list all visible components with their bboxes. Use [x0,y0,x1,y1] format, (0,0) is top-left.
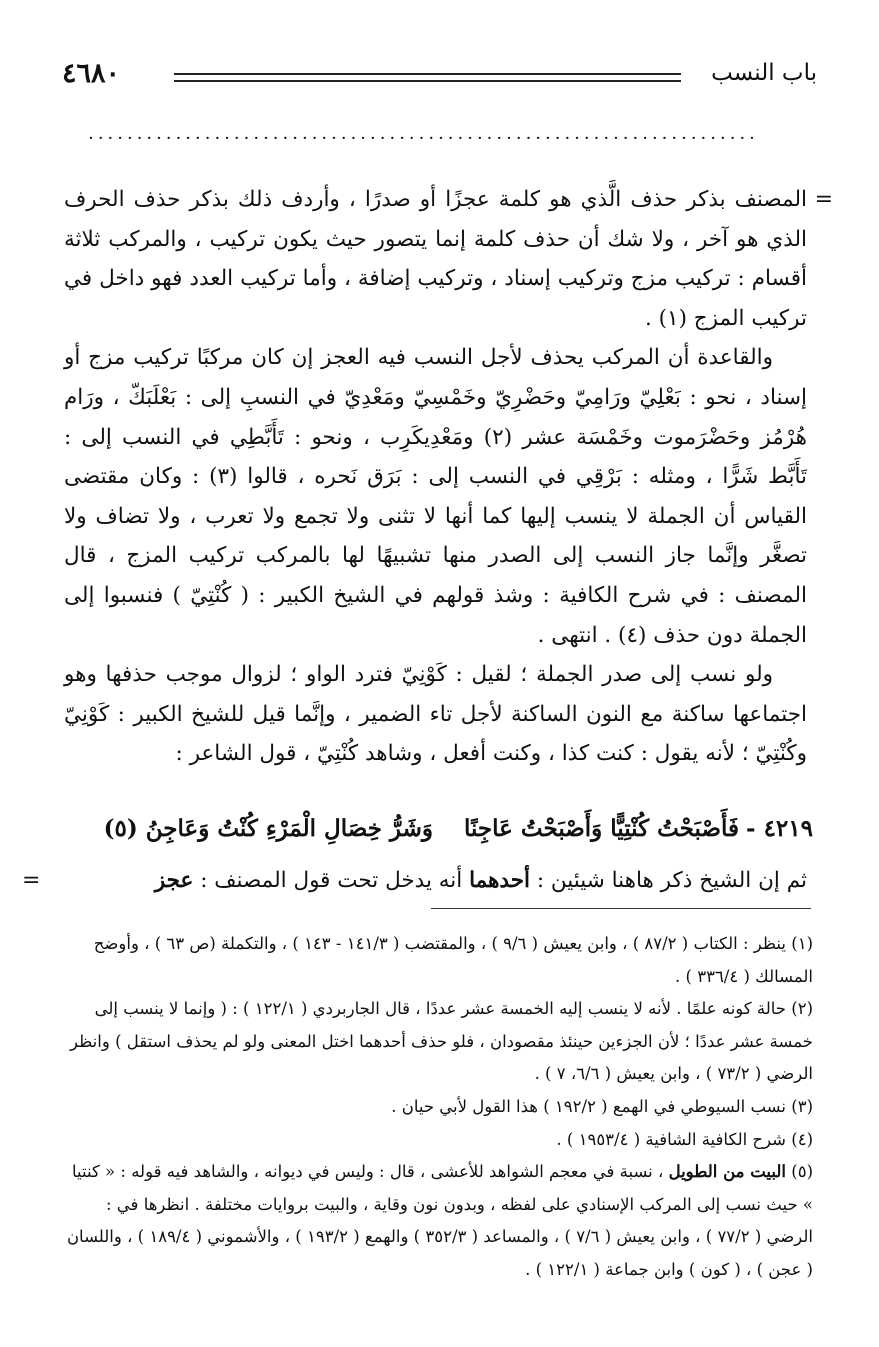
closing-line [22,868,807,893]
closing-line-bold-1: أحدهما [469,868,530,893]
footnote-2: (٢) حالة كونه علمًا . لأنه لا ينسب إليه الخمسة عشر عددًا ، قال الجاربردي ( ١٢٢/١ ) : ( وإنما لا ينسب إلى خمسة عشر عددًا ؛ لأن الجزءين حينئذ مقصودان ، فلو حذف أحدهما اختل المعنى ولو لم يحذف استقل ) وانظر الرضي ( ٧٣/٢ ) ، وابن يعيش ( ٦/٦، ٧ ) . [70,999,813,1084]
paragraph-2: والقاعدة أن المركب يحذف لأجل النسب فيه العجز إن كان مركبًا تركيب مزج أو إسناد ، نحو : بَعْلِيّ ورَامِيّ وحَضْرِيّ وخَمْسِيّ ومَعْدِيّ في النسبِ إلى : بَعْلَبَكّ ، ورَام هُرْمُز وحَضْرَموت وخَمْسَة عشر (٢) ومَعْدِيكَرِب ، ونحو : تَأَبَّطِي في النسب إلى : تَأَبَّط شَرًّا ، ومثله : بَرْقِي في النسب إلى : بَرَق نَحره ، قالوا (٣) : وكان مقتضى القياس أن الجملة لا ينسب إليها كما أنها لا تثنى ولا تجمع ولا تعرب ، ولا تضاف ولا تصغَّر وإنَّما جاز النسب إلى الصدر منها تشبيهًا لها بالمركب تركيب المزج ، قال المصنف : في شرح الكافية : وشذ قولهم في الشيخ الكبير : ( كُنْتِيّ ) فنسبوا إلى الجملة دون حذف (٤) . انتهى . [64,345,808,648]
footnote-5-label: (٥) [791,1162,813,1182]
continuation-mark-end: = [22,868,41,893]
running-header [62,58,817,94]
paragraph-3: ولو نسب إلى صدر الجملة ؛ لقيل : كَوْنِيّ فترد الواو ؛ لزوال موجب حذفها وهو اجتماعها ساكنة مع النون الساكنة لأجل تاء الضمير ، وإنَّما قيل للشيخ الكبير : كَوْنِيّ وكُنْتِيّ ؛ لأنه يقول : كنت كذا ، وكنت أفعل ، وشاهد كُنْتِيّ ، قول الشاعر : [64,662,807,767]
verse-hemistich-first: فَأَصْبَحْتُ كُنْتِيًّا وَأَصْبَحْتُ عَاجِنًا [463,815,739,842]
continuation-mark: = [814,187,833,212]
closing-line-lead: ثم إن الشيخ ذكر هاهنا شيئين : [536,868,807,893]
closing-line-bold-2: عجز [154,868,194,893]
verse-hemistich-second: وَشَرُّ خِصَالِ الْمَرْءِ كُنْتُ وَعَاجِنُ (٥) [103,815,433,842]
header-double-rule [174,73,681,82]
header-dotted-separator: ····································································· [88,128,759,149]
footnote-5-bold: البيت من الطويل [668,1162,786,1182]
closing-line-middle: أنه يدخل تحت قول المصنف : [200,868,463,893]
footnote-4: (٤) شرح الكافية الشافية ( ١٩٥٣/٤ ) . [556,1129,813,1149]
footnote-3: (٣) نسب السيوطي في الهمع ( ١٩٢/٢ ) هذا القول لأبي حيان . [391,1096,813,1116]
page-number: ٤٦٨٠ [62,58,121,89]
chapter-title: باب النسب [711,60,817,86]
paragraph-1: المصنف بذكر حذف الَّذي هو كلمة عجزًا أو صدرًا ، وأردف ذلك بذكر حذف الحرف الذي هو آخر ، ولا شك أن حذف كلمة إنما يتصور حيث يكون تركيب ، والمركب ثلاثة أقسام : تركيب مزج وتركيب إسناد ، وتركيب إضافة ، وأما تركيب العدد فهو داخل في تركيب المزج (١) . [64,187,807,331]
footnote-1: (١) ينظر : الكتاب ( ٨٧/٢ ) ، وابن يعيش ( ٩/٦ ) ، والمقتضب ( ١٤١/٣ - ١٤٣ ) ، والتكملة (ص ٦٣ ) ، وأوضح المسالك ( ٣٣٦/٤ ) . [93,934,813,986]
footnote-separator [431,908,811,909]
footnote-5 [60,1156,813,1286]
footnotes [60,928,813,1287]
main-text [64,180,833,774]
poetry-verse [60,815,813,855]
verse-number: ٤٢١٩ - [746,815,813,842]
footnote-5-text: ، نسبة في معجم الشواهد للأعشى ، قال : وليس في ديوانه ، والشاهد فيه قوله : « كنتيا » حيث نسب إلى المركب الإسنادي على لفظه ، وبدون نون وقاية ، والبيت بروايات مختلفة . انظرها في : الرضي ( ٧٧/٢ ) ، وابن يعيش ( ٧/٦ ) ، والمساعد ( ٣٥٢/٣ ) والهمع ( ١٩٣/٢ ) ، والأشموني ( ١٨٩/٤ ) ، واللسان ( عجن ) ، ( كون ) وابن جماعة ( ١٢٢/١ ) . [66,1162,813,1279]
